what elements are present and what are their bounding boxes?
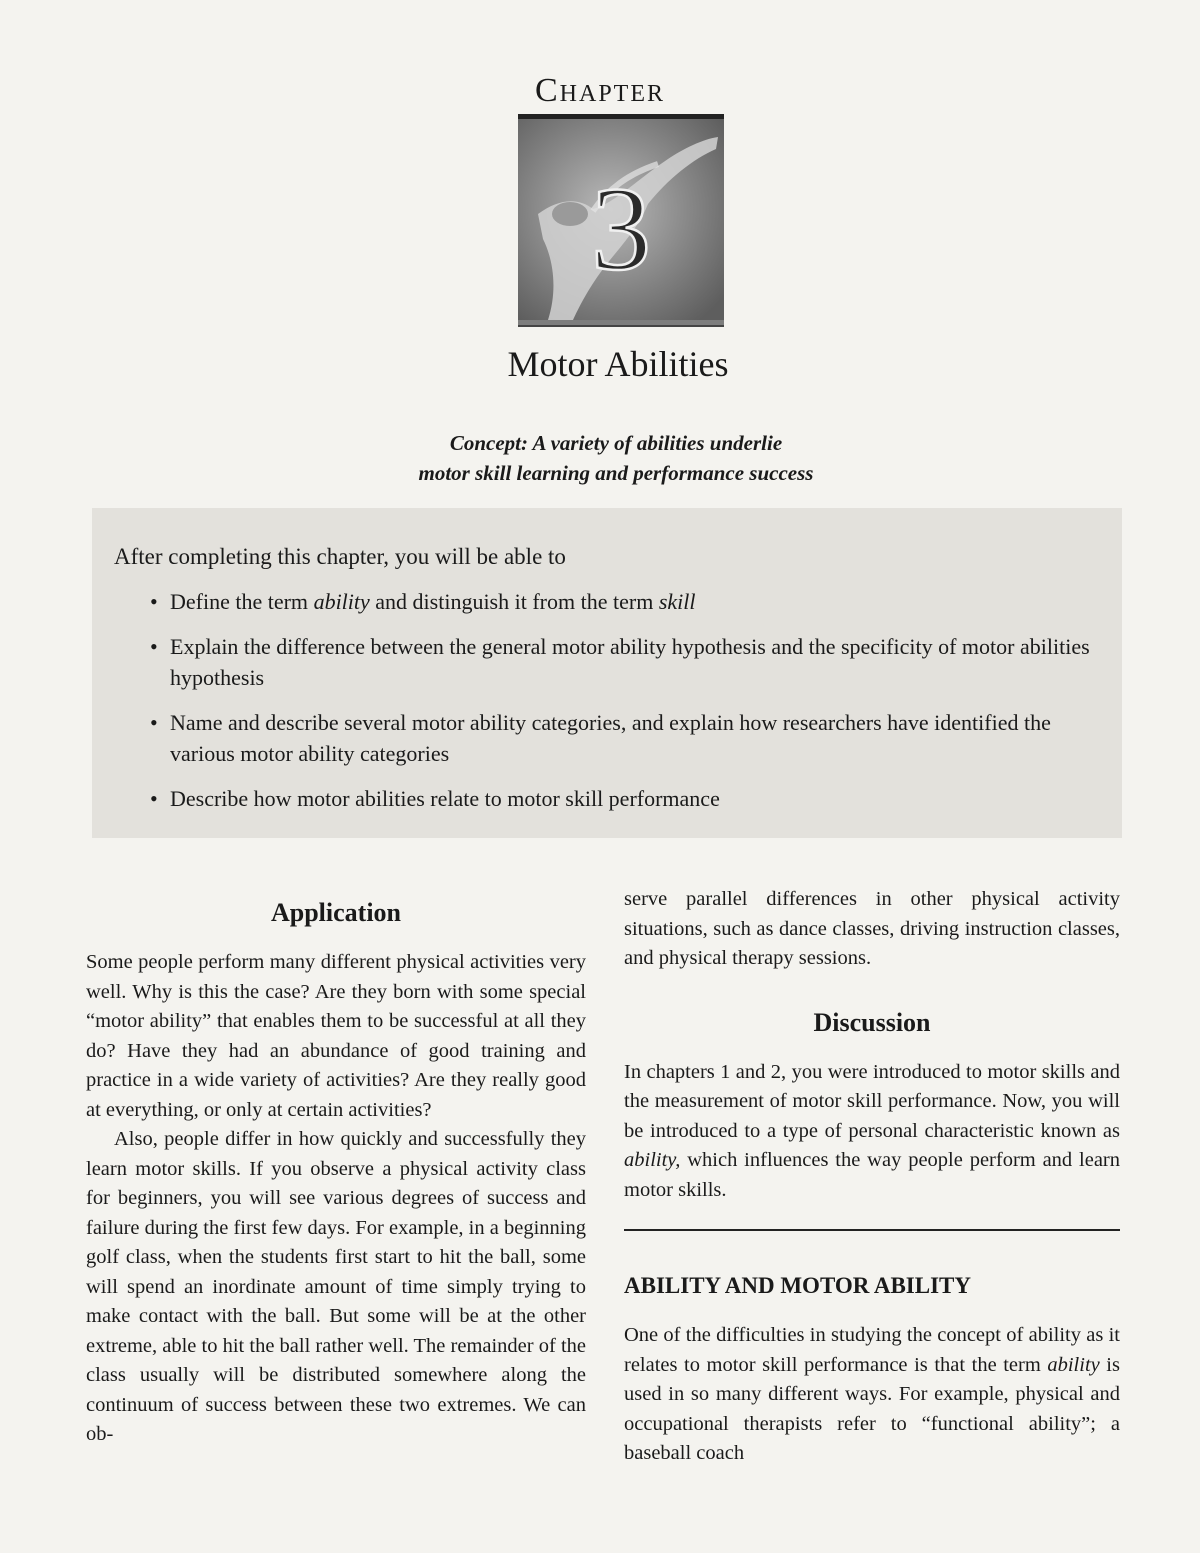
concept-line-2: motor skill learning and performance success xyxy=(418,461,814,485)
ability-section-paragraph: One of the difficulties in studying the concept of ability as it relates to motor skill performance is that the term ability is used in so many different ways. For example, physical and occupational therapists refer to “functional ability”; a baseball coach xyxy=(624,1324,1120,1464)
left-column xyxy=(86,898,586,1450)
application-paragraph-2: Also, people differ in how quickly and successfully they learn motor skills. If you observe a physical activity class for beginners, you will see various degrees of success and failure during the first few days. For example, in a beginning golf class, when the students first start to hit the ball, some will spend an inordinate amount of time simply trying to make contact with the ball. But some will be at the other extreme, able to hit the ball rather well. The remainder of the class usually will be distributed somewhere along the continuum of success between these two extremes. We can ob- xyxy=(86,1128,586,1445)
section-divider xyxy=(624,1229,1120,1231)
objective-item: • Describe how motor abilities relate to motor skill performance xyxy=(150,783,1110,814)
application-heading: Application xyxy=(270,898,402,927)
chapter-label: Chapter xyxy=(534,72,666,109)
objective-item: • Explain the difference between the general motor ability hypothesis and the specificity of motor abilities hypothesis xyxy=(150,631,1110,693)
objectives-list xyxy=(150,586,1110,828)
ability-section-heading: ABILITY AND MOTOR ABILITY xyxy=(624,1273,971,1298)
objectives-intro: After completing this chapter, you will be able to xyxy=(114,544,566,569)
application-paragraph-1: Some people perform many different physical activities very well. Why is this the case? Are they born with some special “motor ability” that enables them to be successful at all they do? Have they had an abundance of good training and practice in a wide variety of activities? Are they really good at everything, or only at certain activities? xyxy=(86,951,586,1121)
discussion-paragraph: In chapters 1 and 2, you were introduced to motor skills and the measurement of motor skill performance. Now, you will be introduced to a type of personal characteristic known as ability, which influences the way people perform and learn motor skills. xyxy=(624,1060,1120,1201)
chapter-number: 3 xyxy=(591,162,651,295)
concept-line-1: Concept: A variety of abilities underlie xyxy=(449,431,783,455)
dancer-photo-illustration xyxy=(518,119,724,320)
discussion-heading: Discussion xyxy=(813,1007,931,1037)
objective-item: • Name and describe several motor ability categories, and explain how researchers have identified the various motor ability categories xyxy=(150,707,1110,769)
chapter-opener-photo xyxy=(518,114,724,327)
right-column xyxy=(624,885,1120,1469)
objective-item: • Define the term ability and distinguish it from the term skill xyxy=(150,586,1110,617)
chapter-concept xyxy=(0,428,1200,488)
chapter-title: Motor Abilities xyxy=(507,344,729,384)
application-continued: serve parallel differences in other physical activity situations, such as dance classes, driving instruction classes, and physical therapy sessions. xyxy=(624,888,1120,969)
learning-objectives-box xyxy=(92,508,1122,838)
